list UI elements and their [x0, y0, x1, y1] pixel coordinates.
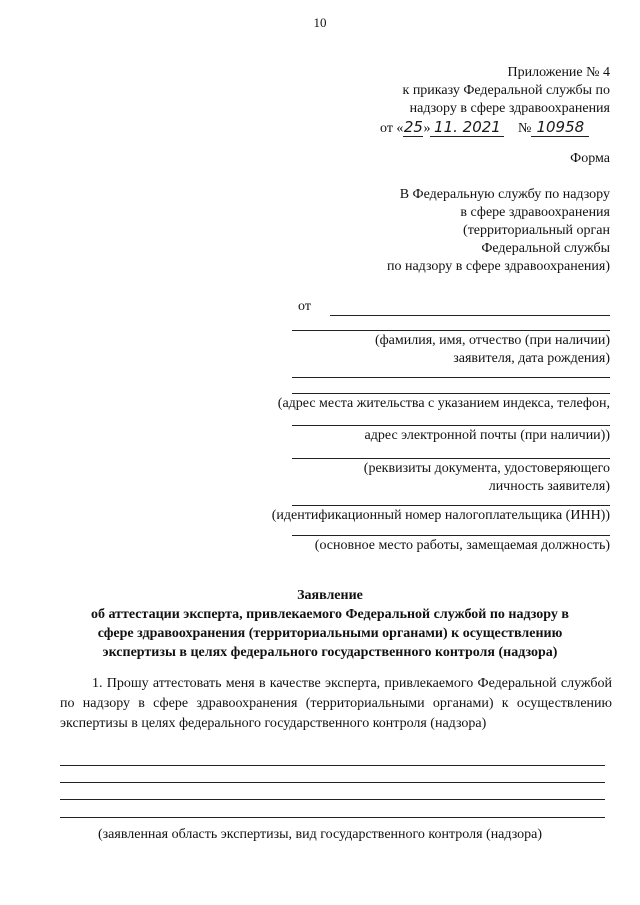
- document-title: Заявление: [297, 588, 363, 603]
- form-label: Форма: [570, 151, 610, 166]
- hint-document-line-2: личность заявителя): [488, 479, 610, 494]
- expertise-field-line: [60, 765, 605, 766]
- hint-name-line-2: заявителя, дата рождения): [453, 351, 610, 366]
- document-subtitle-line-3: экспертизы в целях федерального государственного контроля (надзора): [102, 645, 558, 660]
- addressee-line-1: В Федеральную службу по надзору: [399, 187, 610, 202]
- order-reference-line-2: надзору в сфере здравоохранения: [409, 101, 610, 116]
- document-subtitle-line-1: об аттестации эксперта, привлекаемого Федеральной службой по надзору в: [91, 607, 569, 622]
- applicant-field-line: [292, 393, 610, 394]
- order-number: 10958: [531, 118, 589, 137]
- from-label: от: [298, 299, 311, 314]
- date-quote: »: [423, 121, 431, 136]
- applicant-field-line: [292, 505, 610, 506]
- hint-name-line-1: (фамилия, имя, отчество (при наличии): [374, 333, 610, 348]
- hint-address-line-2: адрес электронной почты (при наличии)): [364, 428, 610, 443]
- applicant-field-line: [292, 377, 610, 378]
- hint-address-line-1: (адрес места жительства с указанием индекса, телефон,: [277, 396, 610, 411]
- expertise-field-line: [60, 799, 605, 800]
- addressee-line-5: по надзору в сфере здравоохранения): [386, 259, 610, 274]
- applicant-field-line: [292, 330, 610, 331]
- addressee-line-4: Федеральной службы: [481, 241, 610, 256]
- item-1-number: 1.: [92, 676, 103, 691]
- hint-document-line-1: (реквизиты документа, удостоверяющего: [363, 461, 610, 476]
- order-date-number: [380, 118, 610, 138]
- item-1-paragraph: [60, 674, 612, 734]
- order-reference-line: к приказу Федеральной службы по: [402, 83, 610, 98]
- page-number: 10: [313, 15, 327, 30]
- date-prefix: от «: [380, 121, 404, 136]
- applicant-field-line: [292, 425, 610, 426]
- expertise-field-line: [60, 817, 605, 818]
- applicant-field-line: [330, 315, 610, 316]
- document-subtitle-line-2: сфере здравоохранения (территориальными органами) к осуществлению: [97, 626, 563, 641]
- expertise-hint: (заявленная область экспертизы, вид государственного контроля (надзора): [97, 827, 543, 842]
- addressee-line-2: в сфере здравоохранения: [460, 205, 610, 220]
- expertise-field-line: [60, 782, 605, 783]
- addressee-line-3: (территориальный орган: [463, 223, 610, 238]
- date-month-year: 11. 2021: [430, 118, 504, 137]
- order-number-prefix: №: [517, 121, 532, 136]
- applicant-field-line: [292, 535, 610, 536]
- item-1-text: Прошу аттестовать меня в качестве эксперта, привлекаемого Федеральной службой по надзору в сфере здравоохранения (территориальными органами) к осуществлению экспертизы в целях федерального государственного контроля (надзора): [60, 676, 613, 731]
- date-day: 25: [403, 118, 423, 136]
- hint-inn: (идентификационный номер налогоплательщика (ИНН)): [271, 508, 610, 523]
- hint-work: (основное место работы, замещаемая должность): [314, 538, 610, 553]
- applicant-field-line: [292, 458, 610, 459]
- appendix-title: Приложение № 4: [507, 65, 610, 80]
